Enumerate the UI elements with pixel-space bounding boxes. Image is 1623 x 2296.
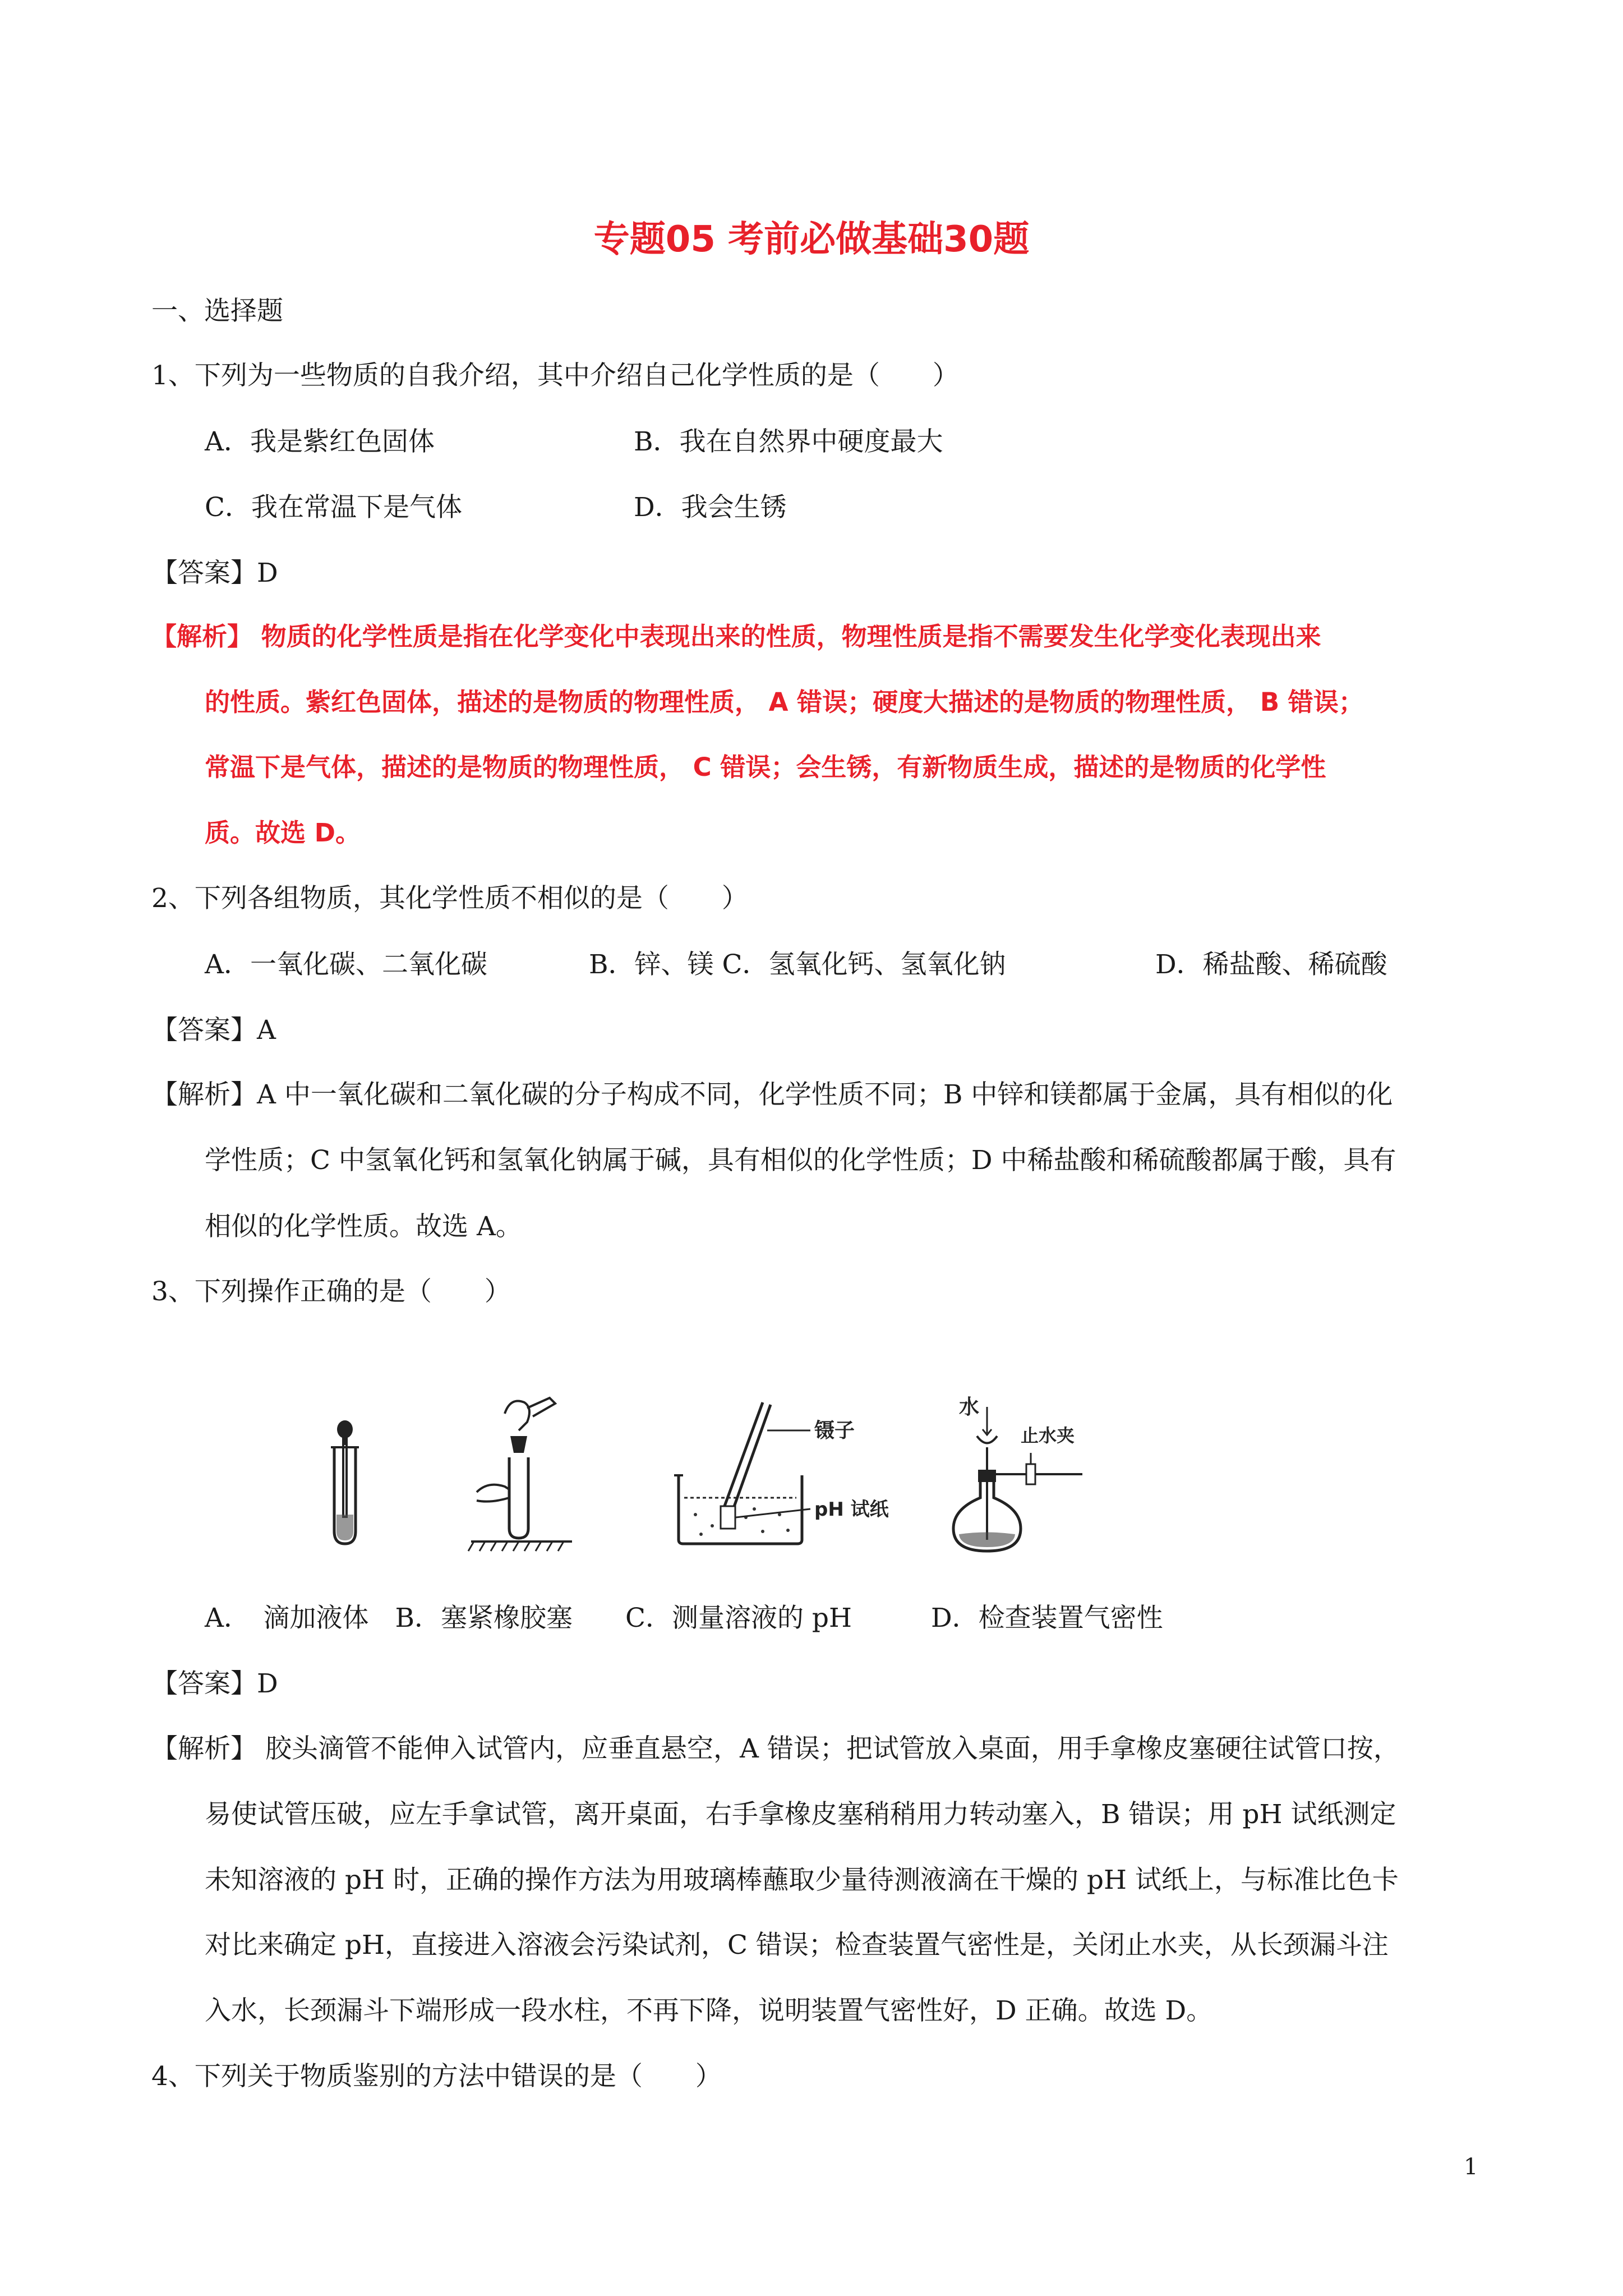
q3-analysis-line: 【解析】 胶头滴管不能伸入试管内，应垂直悬空，A 错误；把试管放入桌面，用手拿橡皮塞硬往试管口按， — [151, 1733, 1400, 1764]
q3-answer: 【答案】D — [151, 1668, 278, 1699]
q2-analysis-line: 学性质；C 中氢氧化钙和氢氧化钠属于碱，具有相似的化学性质；D 中稀盐酸和稀硫酸都属于酸，具有 — [205, 1145, 1396, 1176]
q2-analysis-line: 相似的化学性质。故选 A。 — [205, 1211, 522, 1242]
tweezers-label: 镊子 — [814, 1419, 855, 1442]
q1-option-d: D．我会生锈 — [634, 492, 787, 523]
q3-options: A． 滴加液体 B．塞紧橡胶塞 C．测量溶液的 pH D．检查装置气密性 — [205, 1603, 1163, 1634]
ph-paper-label: pH 试纸 — [814, 1498, 889, 1521]
q2-answer: 【答案】A — [151, 1015, 276, 1046]
clamp-label: 止水夹 — [1021, 1425, 1075, 1446]
q1-analysis-line: 的性质。紫红色固体，描述的是物质的物理性质， A 错误；硬度大描述的是物质的物理性质， B 错误； — [205, 687, 1364, 717]
q2-question: 2、下列各组物质，其化学性质不相似的是（ ） — [151, 883, 748, 914]
q3-analysis-line: 易使试管压破，应左手拿试管，离开桌面，右手拿橡皮塞稍稍用力转动塞入，B 错误；用 pH 试纸测定 — [205, 1799, 1396, 1830]
q1-option-b: B．我在自然界中硬度最大 — [634, 426, 943, 457]
q1-option-c: C．我在常温下是气体 — [205, 492, 462, 523]
q3-analysis-line: 入水，长颈漏斗下端形成一段水柱，不再下降，说明装置气密性好，D 正确。故选 D。 — [205, 1995, 1213, 2026]
figure-inserting-stopper — [465, 1391, 578, 1559]
q1-analysis-line: 常温下是气体，描述的是物质的物理性质， C 错误；会生锈，有新物质生成，描述的是物质的化学性 — [205, 752, 1326, 782]
q3-question: 3、下列操作正确的是（ ） — [151, 1276, 511, 1307]
q2-option-d: D．稀盐酸、稀硫酸 — [1155, 949, 1387, 980]
q2-option-a: A．一氧化碳、二氧化碳 — [205, 949, 487, 980]
q3-analysis-line: 对比来确定 pH，直接进入溶液会污染试剂，C 错误；检查装置气密性是，关闭止水夹，从长颈漏斗注 — [205, 1930, 1389, 1961]
q1-analysis-line: 【解析】 物质的化学性质是指在化学变化中表现出来的性质，物理性质是指不需要发生化学变化表现出来 — [151, 622, 1321, 651]
water-label: 水 — [959, 1396, 980, 1419]
q1-analysis-line: 质。故选 D。 — [205, 818, 361, 848]
figure-airtightness-check — [942, 1380, 1127, 1559]
section-heading: 一、选择题 — [151, 296, 283, 326]
page-title: 专题05 考前必做基础30题 — [593, 219, 1030, 260]
figure-dropping-liquid — [314, 1414, 387, 1548]
q4-question: 4、下列关于物质鉴别的方法中错误的是（ ） — [151, 2061, 722, 2092]
q2-option-bc: B．锌、镁 C．氢氧化钙、氢氧化钠 — [589, 949, 1006, 980]
q1-question: 1、下列为一些物质的自我介绍，其中介绍自己化学性质的是（ ） — [151, 360, 959, 391]
page-number: 1 — [1464, 2154, 1478, 2180]
q3-analysis-line: 未知溶液的 pH 时，正确的操作方法为用玻璃棒蘸取少量待测液滴在干燥的 pH 试纸上，与标准比色卡 — [205, 1865, 1399, 1895]
figure-measuring-ph — [667, 1397, 903, 1548]
q1-option-a: A．我是紫红色固体 — [205, 426, 435, 457]
q1-answer: 【答案】D — [151, 558, 278, 588]
q2-analysis-line: 【解析】A 中一氧化碳和二氧化碳的分子构成不同，化学性质不同；B 中锌和镁都属于金属，具有相似的化 — [151, 1079, 1393, 1110]
